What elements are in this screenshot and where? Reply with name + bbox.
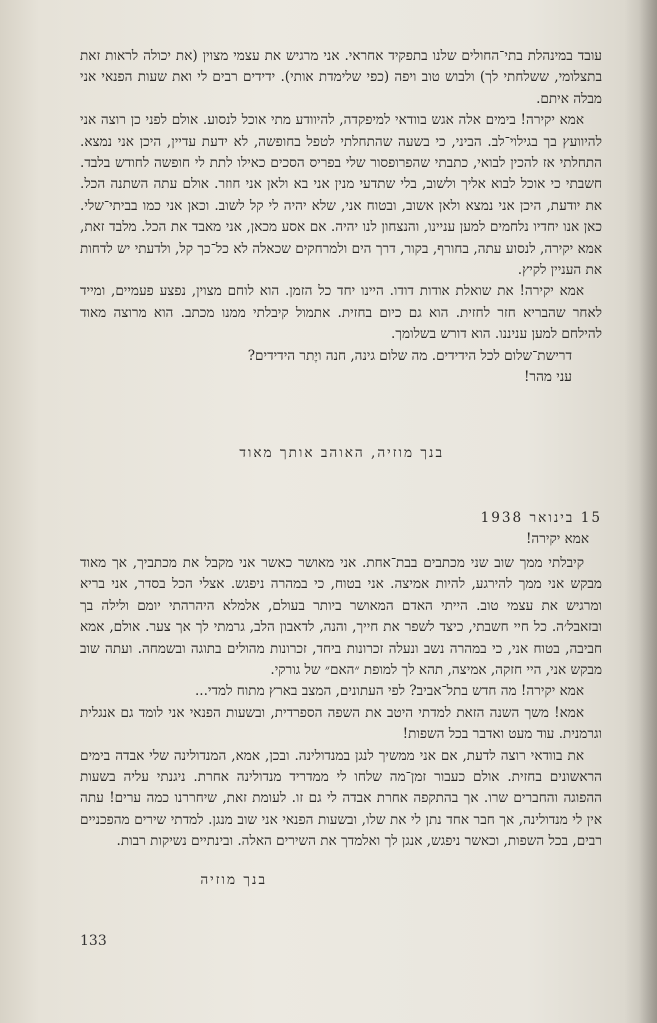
letter-1-closing-line-1: דרישת־שלום לכל הידידים. מה שלום גינה, חנה ויֶתר הידידים? xyxy=(247,347,572,364)
letter-2-date: 15 בינואר 1938 xyxy=(480,510,602,526)
letter-1-body xyxy=(80,46,602,389)
letter-2-paragraph-4: את בוודאי רוצה לדעת, אם אני ממשיך לנגן במנדולינה. ובכן, אמא, המנדולינה שלי אבדה בימים הראשונים בחזית. אולם כעבור זמן־מה שלחו לי ממדריד מנדולינה אחרת. ניגנתי עליה בשעות ההפוגה והחברים שרו. אך בהתקפה אחרת אבדה לי גם זו. לעומת זאת, שיחררנו כמה ערים! עתה אין לי מנדולינה, אך חבר אחד נתן לי את שלו, ובשעות הפנאי אני שוב מנגן. למדתי שירים מהפכניים רבים, בכל השפות, וכאשר ניפגש, אנגן לך ואלמדך את השירים האלה. ובינתיים נשיקות רבות. xyxy=(80,747,602,850)
letter-2-paragraph-1: קיבלתי ממך שוב שני מכתבים בבת־אחת. אני מאושר כאשר אני מקבל את מכתביך, אך מאוד מבקש אני ממך להירגע, להיות אמיצה. אני בטוח, כי במהרה ניפגש. אצלי הכל בסדר, אני בריא ומרגיש את עצמי טוב. הייתי האדם המאושר ביותר בעולם, אלמלא היהרהתי יומם ולילה בך ובזאבל׳ה. כל חיי חשבתי, כיצד לשפר את חייך, והנה, לדאבון הלב, גרמתי לך אך צער. אולם, אמא חביבה, בטוח אני, כי במהרה נשב ונעלה זכרונות ביחד, זכרונות מהולים בתוגה ובשמחה. ועתה שוב מבקש אני, היי חזקה, אמיצה, תהא לך למופת ״האם״ של גורקי. xyxy=(80,555,602,679)
letter-1-closing-line-2: עני מהר! xyxy=(523,369,572,386)
letter-1-signature: בנך מוזיה, האוהב אותך מאוד xyxy=(239,445,444,461)
letter-2-salutation: אמא יקירה! xyxy=(525,531,589,547)
page-fold-shadow xyxy=(639,0,657,1023)
letter-1-paragraph-2: אמא יקירה! בימים אלה אגש בוודאי למיפקדה, להיוודע מתי אוכל לנסוע. אולם לפני כן רוצה אני להיוועץ בך בגילוי־לב. הביני, כי בשעה שהתחלתי לטפל בחופשה, לא ידעת עדיין, היכן אני נמצא. התחלתי אז להכין לבואי, כתבתי שהפרופסור שלי בפריס הסכים כאילו לתת לי חופשה לחודש בלבד. חשבתי כי אוכל לבוא אליך ולשוב, בלי שתדעי מנין אני בא ולאן אני חוזר. אולם עתה השתנה הכל. את יודעת, היכן אני נמצא ולאן אשוב, ובטוח אני, שלא יהיה לי קל לשוב. וכאן אני כמו בביתי־שלי. כאן אנו יחדיו נלחמים למען עניינו, והנצחון לנו יהיה. אם אסע מכאן, אני מאבד את הכל. מלבד זאת, אמא יקירה, לנסוע עתה, בחורף, בקור, דרך הים ולמרחקים שכאלה לא כל־כך קל, ולדעתי יש לדחות את העניין לקיץ. xyxy=(80,112,602,279)
letter-2-paragraph-3: אמא! משך השנה הזאת למדתי היטב את השפה הספרדית, ובשעות הפנאי אני לומד גם אנגלית וגרמנית. עוד מעט ואדבר בכל השפות! xyxy=(80,704,602,743)
letter-2-paragraph-2: אמא יקירה! מה חדש בתל־אביב? לפי העתונים, המצב בארץ מתוח למדי... xyxy=(194,683,584,700)
letter-2-signature: בנך מוזיה xyxy=(200,872,267,888)
letter-1-paragraph-1: עובד במינהלת בתי־החולים שלנו בתפקיד אחראי. אני מרגיש את עצמי מצוין (את יכולה לראות זאת בתצלומי, ששלחתי לך) ולבוש טוב ויפה (כפי שלימדת אותי). ידידים רבים לי ואת שעות הפנאי אני מבלה איתם. xyxy=(80,48,602,107)
letter-2-body xyxy=(80,553,602,853)
page-number: 133 xyxy=(80,933,107,949)
letter-1-paragraph-3: אמא יקירה! את שואלת אודות דודו. היינו יחד כל הזמן. הוא לוחם מצוין, נפצע פעמיים, ומייד לאחר שהבריא חזר לחזית. הוא גם כיום בחזית. אתמול קיבלתי ממנו מכתב. הוא מרוצה מאוד להילחם למען עניננו. הוא דורש בשלומך. xyxy=(80,283,602,343)
